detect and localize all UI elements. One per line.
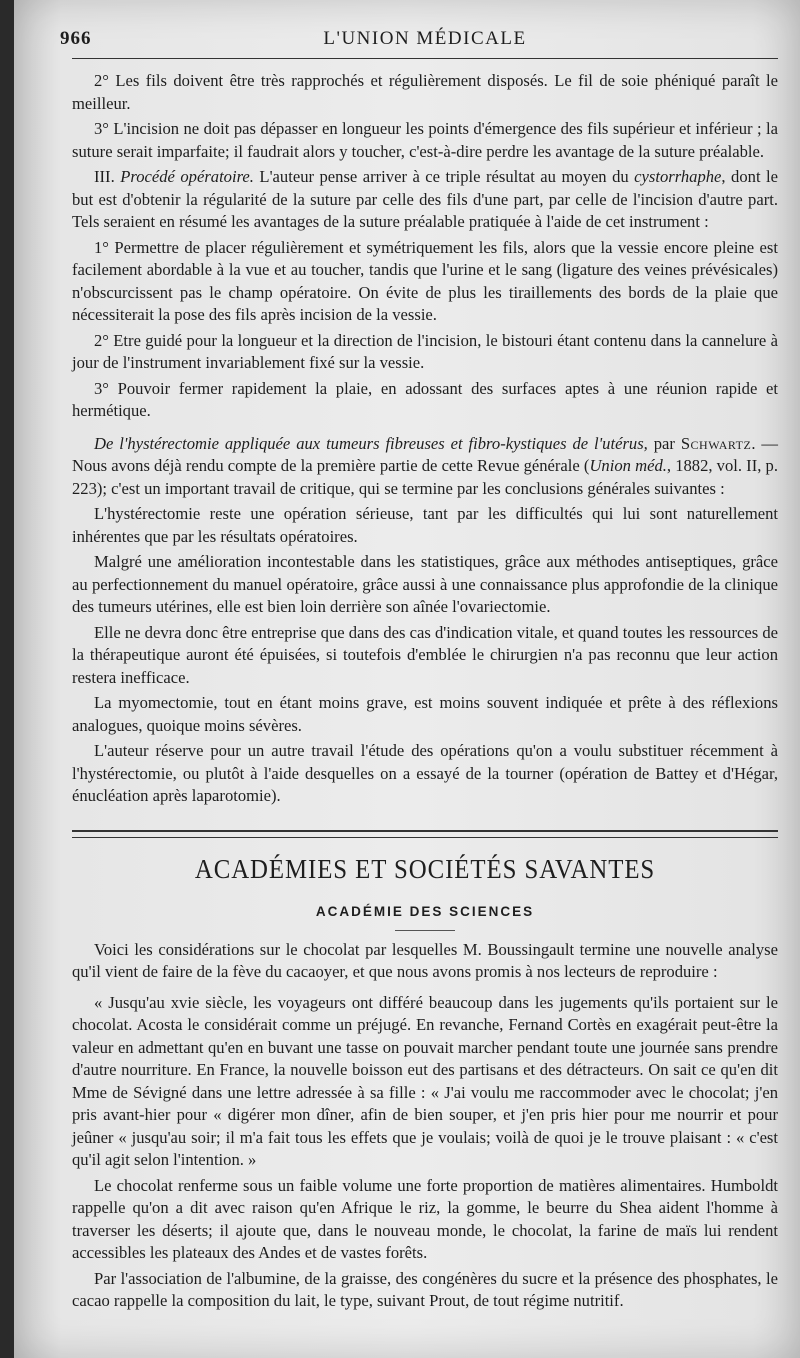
journal-page xyxy=(14,0,800,1358)
paragraph-avantage-2: 2° Etre guidé pour la longueur et la direction de l'incision, le bistouri étant contenu dans la cannelure à jour de l'instrument invariablement fixé sur la vessie. xyxy=(72,330,778,372)
procede-term: cystorrhaphe xyxy=(634,167,722,186)
subsection-title: ACADÉMIE DES SCIENCES xyxy=(315,903,535,919)
procede-text-b: , dont le but est d'obtenir la régularité de la suture par celle des fils d'une part, par celle de l'incision d'autre part. Tels seraient en résumé les avantages de la suture préalable pratiquée à l'aide de cet instrument : xyxy=(72,167,778,231)
subsection-rule xyxy=(395,930,455,931)
paragraph-chocolat-composition: Le chocolat renferme sous un faible volume une forte proportion de matières alimentaires. Humboldt rappelle qu'on a dit avec raison qu'en Afrique le riz, la gomme, le beurre du Shea aident l'homme à traverser les déserts; il ajoute que, dans le nouveau monde, le chocolat, la farine de maïs lui rendent accessibles les plateaux des Andes et de vastes forêts. xyxy=(72,1175,778,1262)
running-head xyxy=(60,28,778,52)
section-divider xyxy=(72,830,778,838)
paragraph-chocolat-cacao: Par l'association de l'albumine, de la graisse, des congénères du sucre et la présence des phosphates, le cacao rappelle la composition du lait, le type, suivant Prout, de tout régime nutritif. xyxy=(72,1268,778,1310)
section-title: ACADÉMIES ET SOCIÉTÉS SAVANTES xyxy=(194,853,656,884)
procede-title: Procédé opératoire. xyxy=(120,167,254,186)
paragraph-chocolat-histoire: « Jusqu'au xvie siècle, les voyageurs ont différé beaucoup dans les jugements qu'ils portaient sur le chocolat. Acosta le considérait comme un préjugé. En revanche, Fernand Cortès en exagérait peut-être la valeur en admettant qu'en en buvant une tasse on pouvait marcher pendant toute une journée sans prendre d'autre nourriture. En France, la nouvelle boisson eut des partisans et des détracteurs. On sait ce qu'en dit Mme de Sévigné dans une lettre adressée à sa fille : « J'ai voulu me raccommoder avec le chocolat; j'en pris avant-hier pour « digérer mon dîner, afin de bien souper, et j'en pris hier pour me nourrir et pour jeûner « jusqu'au soir; il m'a fait tous les effets que je voulais; voilà de quoi je le trouve plaisant : « c'est qu'il agit selon l'intention. » xyxy=(72,992,778,1169)
paragraph-conclusion-2: Malgré une amélioration incontestable dans les statistiques, grâce aux méthodes antiseptiques, grâce au perfectionnement du manuel opératoire, grâce aussi à une connaissance plus approfondie de la clinique des tumeurs utérines, elle est bien loin derrière son aînée l'ovariectomie. xyxy=(72,552,778,616)
paragraph-conclusion-5: L'auteur réserve pour un autre travail l'étude des opérations qu'on a voulu substituer récemment à l'hystérectomie, ou plutôt à l'aide desquelles on a essayé de la tourner (opération de Battey et d'Hégar, énucléation après laparotomie). xyxy=(72,741,778,805)
journal-title: L'UNION MÉDICALE xyxy=(323,28,527,49)
header-rule xyxy=(72,58,778,59)
paragraph-conclusion-3: Elle ne devra donc être entreprise que dans des cas d'indication vitale, et quand toutes les ressources de la thérapeutique auront été épuisées, si toutefois d'emblée le chirurgien n'a pas reconnu que leur action restera inefficace. xyxy=(72,622,779,687)
page-number: 966 xyxy=(60,28,92,49)
paragraph-chocolat-intro: Voici les considérations sur le chocolat par lesquelles M. Boussingault termine une nouvelle analyse qu'il vient de faire de la fève du cacaoyer, et que nous avons promis à nos lecteurs de reproduire : xyxy=(72,939,778,981)
paragraph-avantage-3: 3° Pouvoir fermer rapidement la plaie, en adossant des surfaces aptes à une réunion rapide et hermétique. xyxy=(72,378,778,420)
paragraph-avantage-1: 1° Permettre de placer régulièrement et symétriquement les fils, alors que la vessie encore pleine est facilement abordable à la vue et au toucher, tandis que l'urine et le sang (ligature des veines prévésicales) n'obscurcissent pas le champ opératoire. On évite de plus les tiraillements des bords de la plaie que nécessiterait la pose des fils après incision de la vessie. xyxy=(72,237,778,324)
paragraph-procede-operatoire xyxy=(72,166,778,234)
hysterectomie-journal: Union méd. xyxy=(589,456,667,475)
procede-text-a: L'auteur pense arriver à ce triple résultat au moyen du xyxy=(253,167,635,186)
paragraph-conclusion-4: La myomectomie, tout en étant moins grave, est moins souvent indiquée et prête à des réflexions analogues, quoique moins sévères. xyxy=(72,693,778,735)
hysterectomie-author: Schwartz xyxy=(680,433,752,453)
paragraph-fils: 2° Les fils doivent être très rapprochés et régulièrement disposés. Le fil de soie phéniqué paraît le meilleur. xyxy=(72,71,778,113)
paragraph-conclusion-1: L'hystérectomie reste une opération sérieuse, tant par les difficultés qui lui sont naturellement inhérentes que par les résultats opératoires. xyxy=(72,504,778,546)
paragraph-incision: 3° L'incision ne doit pas dépasser en longueur les points d'émergence des fils supérieur et inférieur ; la suture serait imparfaite; il faudrait alors y toucher, c'est-à-dire perdre les avantage de la suture préalable. xyxy=(72,119,778,161)
procede-numeral: III. xyxy=(94,167,115,186)
article-body xyxy=(72,70,778,1316)
hysterectomie-title: De l'hystérectomie appliquée aux tumeurs fibreuses et fibro-kystiques de l'utérus, xyxy=(94,433,648,453)
hysterectomie-text-b: , 1882, vol. II, p. 223); c'est un important travail de critique, qui se termine par les conclusions générales suivantes : xyxy=(72,456,778,498)
hysterectomie-text-a: . — Nous avons déjà rendu compte de la première partie de cette Revue générale ( xyxy=(72,433,778,475)
paragraph-hysterectomie-intro xyxy=(72,433,778,501)
hysterectomie-par: par xyxy=(647,433,681,453)
